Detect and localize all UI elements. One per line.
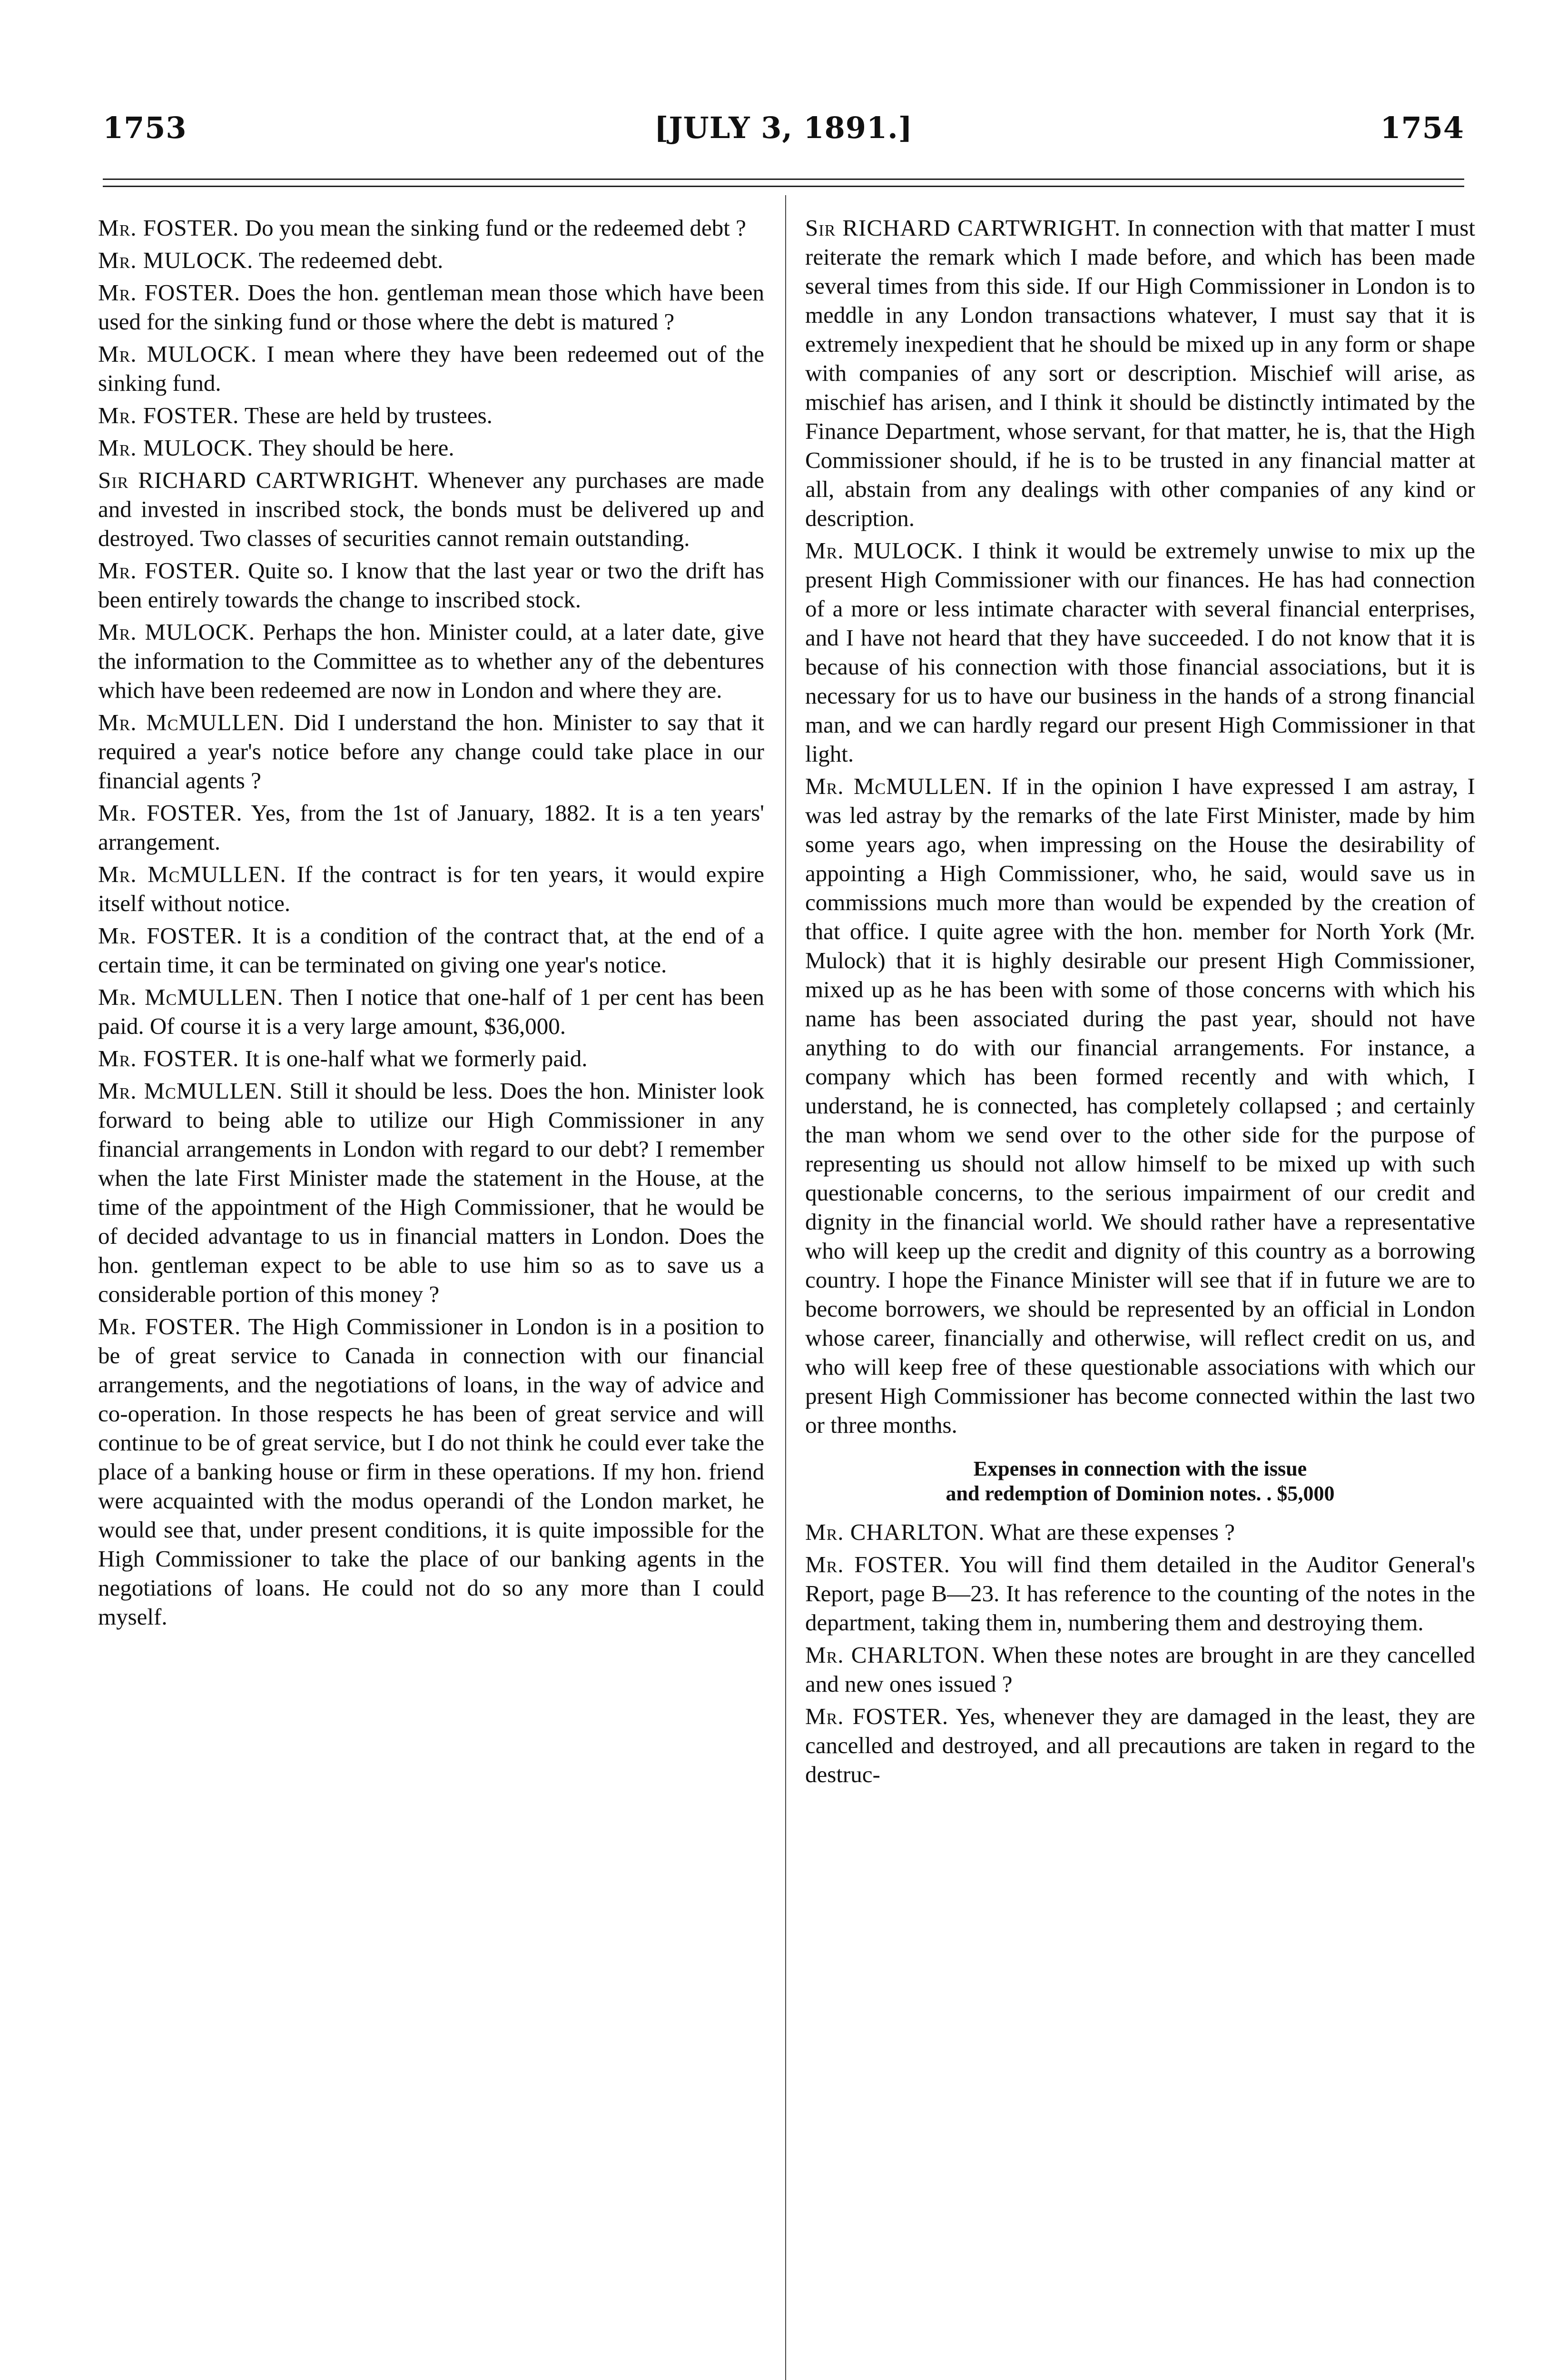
speaker: Mr. FOSTER. — [98, 1045, 239, 1071]
speech-text: Yes, from the 1st of January, 1882. It is a ten years' arrangement. — [98, 800, 764, 855]
paragraph — [98, 921, 764, 979]
left-column — [98, 213, 764, 1635]
page-header — [103, 110, 1464, 153]
speech-text: These are held by trustees. — [244, 402, 493, 428]
section-heading-text: and redemption of Dominion notes. . — [946, 1482, 1272, 1505]
speech-text: The High Commissioner in London is in a position to be of great service to Canada in connection with our financial arrangements, and the negotiations of loans, in the way of advice and co-operation. In those respects he has been of great service and will continue to be of great service, but I do not think he could ever take the place of a banking house or firm in these operations. If my hon. friend were acquainted with the modus operandi of the London market, he would see that, under present conditions, it is quite impossible for the High Commissioner to take the place of our banking agents in the negotiations of loans. He could not do so any more than I could myself. — [98, 1313, 764, 1630]
paragraph — [805, 1640, 1475, 1698]
paragraph — [98, 401, 764, 430]
speech-text: When these notes are brought in are they cancelled and new ones issued ? — [805, 1642, 1475, 1697]
speaker: Mr. MULOCK. — [98, 341, 257, 367]
paragraph — [98, 617, 764, 704]
section-heading — [834, 1457, 1447, 1506]
speaker: Mr. McMULLEN. — [98, 1078, 283, 1104]
speaker: Mr. McMULLEN. — [805, 773, 993, 799]
speech-text: Whenever any purchases are made and invested in inscribed stock, the bonds must be delivered up and destroyed. Two classes of securities cannot remain outstanding. — [98, 467, 764, 551]
paragraph — [98, 1076, 764, 1309]
speaker: Sir RICHARD CARTWRIGHT. — [805, 215, 1121, 241]
speech-text: Do you mean the sinking fund or the redeemed debt ? — [245, 215, 746, 241]
speaker: Mr. FOSTER. — [805, 1703, 949, 1729]
speaker: Mr. McMULLEN. — [98, 709, 285, 735]
speaker: Mr. FOSTER. — [98, 402, 239, 428]
speech-text: It is one-half what we formerly paid. — [245, 1045, 588, 1071]
paragraph — [98, 246, 764, 275]
paragraph — [98, 213, 764, 242]
speech-text: Still it should be less. Does the hon. Minister look forward to being able to utilize our High Commissioner in any financial arrangements in London with regard to our debt? I remember when the late First Minister made the statement in the House, at the time of the appointment of the High Commissioner, that he would be of decided advantage to us in financial matters in London. Does the hon. gentleman expect to be able to use him so as to save us a considerable portion of this money ? — [98, 1078, 764, 1307]
speech-text: In connection with that matter I must reiterate the remark which I made before, and which has been made several times from this side. If our High Commissioner in London is to meddle in any London transactions whatever, I must say that it is extremely inexpedient that he should be mixed up in any form or shape with companies of any sort or description. Mischief will arise, as mischief has arisen, and I think it should be distinctly intimated by the Finance Department, whose servant, for that matter, he is, that the High Commissioner should, if he is to be trusted in any financial matter at all, abstain from any dealings with other companies of any kind or description. — [805, 215, 1475, 531]
speaker: Mr. CHARLTON. — [805, 1642, 986, 1668]
speaker: Mr. MULOCK. — [98, 435, 254, 461]
speech-text: Does the hon. gentleman mean those which have been used for the sinking fund or those where the debt is matured ? — [98, 279, 765, 335]
speaker: Mr. FOSTER. — [98, 922, 243, 949]
speech-text: I mean where they have been redeemed out of the sinking fund. — [98, 341, 764, 396]
speaker: Mr. MULOCK. — [805, 537, 964, 564]
speaker: Mr. McMULLEN. — [98, 861, 286, 887]
speech-text: Yes, whenever they are damaged in the least, they are cancelled and destroyed, and all precautions are taken in regard to the destruc- — [805, 1703, 1476, 1787]
speech-text: If in the opinion I have expressed I am astray, I was led astray by the remarks of the late First Minister, made by him some years ago, when impressing on the House the desirability of appointing a High Commissioner, who, he said, would save us in commissions much more than would be expended by the creation of that office. I quite agree with the hon. member for North York (Mr. Mulock) that it is highly desirable our present High Commissioner, mixed up as he has been with some of those concerns with which his name has been associated during the past year, should not have anything to do with our financial arrangements. For instance, a company which has been formed recently and with which, I understand, he is connected, has completely collapsed ; and certainly the man whom we send over to the other side for the purpose of representing us should not allow himself to be mixed up with such questionable concerns, to the serious impairment of our credit and dignity in the financial world. We should rather have a representative who will keep up the credit and dignity of this country as a borrowing country. I hope the Finance Minister will see that if in future we are to become borrowers, we should be represented by an official in London whose career, financially and otherwise, will reflect credit on us, and who will keep free of these questionable associations with which our present High Commissioner has become connected within the last two or three months. — [805, 773, 1475, 1438]
page-date: [JULY 3, 1891.] — [654, 110, 913, 145]
header-rule-bottom — [103, 186, 1464, 187]
paragraph — [805, 1550, 1475, 1637]
speech-text: Then I notice that one-half of 1 per cent has been paid. Of course it is a very large amount, $36,000. — [98, 984, 764, 1039]
paragraph — [805, 772, 1475, 1439]
speech-text: If the contract is for ten years, it would expire itself without notice. — [98, 861, 764, 916]
speaker: Mr. FOSTER. — [98, 800, 243, 826]
speaker: Mr. MULOCK. — [98, 619, 256, 645]
paragraph — [98, 433, 764, 462]
speaker: Mr. FOSTER. — [805, 1551, 950, 1577]
paragraph — [98, 982, 764, 1041]
speech-text: You will find them detailed in the Auditor General's Report, page B—23. It has reference to the counting of the notes in the department, taking them in, numbering them and destroying them. — [805, 1551, 1475, 1636]
speech-text: Perhaps the hon. Minister could, at a later date, give the information to the Committee as to whether any of the debentures which have been redeemed are now in London and where they are. — [98, 619, 765, 703]
speaker: Mr. McMULLEN. — [98, 984, 284, 1010]
speaker: Mr. FOSTER. — [98, 1313, 241, 1339]
paragraph — [805, 536, 1475, 768]
paragraph — [98, 860, 764, 918]
column-divider — [785, 195, 786, 2380]
paragraph — [805, 1702, 1475, 1789]
speaker: Mr. FOSTER. — [98, 215, 239, 241]
speech-text: The redeemed debt. — [258, 247, 443, 273]
paragraph — [98, 556, 764, 614]
speech-text: It is a condition of the contract that, at the end of a certain time, it can be terminated on giving one year's notice. — [98, 922, 765, 978]
header-rule-top — [103, 178, 1464, 180]
paragraph — [98, 708, 764, 795]
paragraph — [805, 1517, 1475, 1547]
paragraph — [98, 339, 764, 397]
speaker: Mr. MULOCK. — [98, 247, 254, 273]
paragraph — [98, 1044, 764, 1073]
speech-text: Quite so. I know that the last year or two the drift has been entirely towards the change to inscribed stock. — [98, 557, 765, 613]
paragraph — [98, 1312, 764, 1631]
paragraph — [98, 798, 764, 856]
page-number-left: 1753 — [103, 110, 187, 145]
speech-text: Did I understand the hon. Minister to say that it required a year's notice before any change could take place in our financial agents ? — [98, 709, 765, 793]
paragraph — [805, 213, 1475, 533]
speech-text: I think it would be extremely unwise to mix up the present High Commissioner with our finances. He has had connection of a more or less intimate character with several financial enterprises, and I have not heard that they have succeeded. I do not know that it is because of his connection with those financial associations, but it is necessary for us to have our business in the hands of a strong financial man, and we can hardly regard our present High Commissioner in that light. — [805, 537, 1476, 767]
speech-text: What are these expenses ? — [990, 1519, 1235, 1545]
section-heading-line1: Expenses in connection with the issue — [973, 1457, 1307, 1480]
paragraph — [98, 466, 764, 553]
page-number-right: 1754 — [1380, 110, 1464, 145]
speech-text: They should be here. — [258, 435, 454, 461]
section-heading-line2 — [834, 1481, 1447, 1506]
speaker: Mr. FOSTER. — [98, 557, 241, 584]
paragraph — [98, 278, 764, 336]
right-column — [805, 213, 1475, 1792]
speaker: Mr. FOSTER. — [98, 279, 241, 306]
speaker: Sir RICHARD CARTWRIGHT. — [98, 467, 419, 493]
speaker: Mr. CHARLTON. — [805, 1519, 985, 1545]
section-amount: $5,000 — [1277, 1482, 1335, 1505]
